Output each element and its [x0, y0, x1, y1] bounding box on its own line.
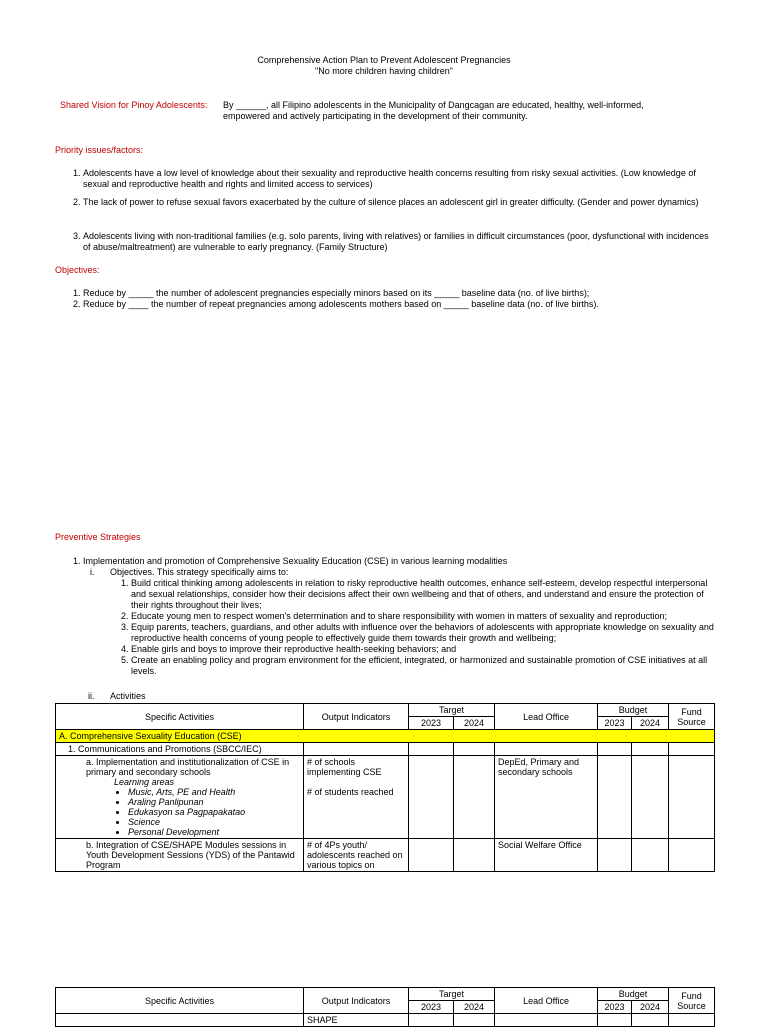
table-row: [56, 839, 715, 872]
vision-label: Shared Vision for Pinoy Adolescents:: [60, 100, 208, 110]
document-title: Comprehensive Action Plan to Prevent Adolescent Pregnancies: [257, 55, 511, 65]
header-target-2023: 2023: [409, 1001, 454, 1014]
aim-item-4: 4. Enable girls and boys to improve their reproductive health-seeking behaviors; and: [131, 644, 715, 655]
activity-a-output-cell: [304, 756, 409, 839]
priority-list: [55, 168, 715, 190]
header-lead-office: Lead Office: [495, 988, 598, 1014]
activity-a-text: a. Implementation and institutionalization of CSE in primary and secondary schools: [86, 757, 290, 777]
objective-item-2: 2. Reduce by ____ the number of repeat pregnancies among adolescents mothers based on _____ baseline data (no. of live births).: [83, 299, 715, 310]
header-specific-activities: Specific Activities: [56, 704, 304, 730]
activity-a-output-2: # of students reached: [307, 787, 394, 797]
table-row: [56, 756, 715, 839]
activity-a-cell: [56, 756, 304, 839]
empty-cell: [669, 756, 715, 839]
empty-cell: [598, 839, 632, 872]
activities-table-continued: [55, 987, 715, 1027]
priority-item-1: 1. Adolescents have a low level of knowledge about their sexuality and reproductive health concerns resulting from risky sexual activities. (Low knowledge of sexual and reproductive health and rights and limited access to services): [83, 168, 715, 190]
aim-item-5: 5. Create an enabling policy and program environment for the efficient, integrated, or harmonized and sustainable promotion of CSE initiatives at all levels.: [131, 655, 715, 677]
activity-a-output-1: # of schools implementing CSE: [307, 757, 382, 777]
empty-cell: [632, 743, 669, 756]
empty-cell: [669, 743, 715, 756]
header-output-indicators: Output Indicators: [304, 704, 409, 730]
objective-item-1: 1. Reduce by _____ the number of adolescent pregnancies especially minors based on its _____ baseline data (no. of live births);: [83, 288, 715, 299]
priority-list-2: [55, 197, 715, 208]
learning-area-item: • Personal Development: [128, 827, 300, 837]
aim-item-1: 1. Build critical thinking among adolescents in relation to risky reproductive health outcomes, enhance self-esteem, develop respectful interpersonal and sexual relationships, consider how their decisions affect their own wellbeing and that of others, and understand and ensure the protection of their rights throughout their lives;: [131, 578, 715, 611]
learning-area-item: • Science: [128, 817, 300, 827]
vision-text-line1: By ______, all Filipino adolescents in the Municipality of Dangcagan are educated, healthy, well-informed,: [223, 100, 644, 110]
aim-item-3: 3. Equip parents, teachers, guardians, and other adults with influence over the behaviors of adolescents with appropriate knowledge on sexuality and reproductive health concerns of young people to effectively guide them towards their growth and wellbeing;: [131, 622, 715, 644]
empty-cell: [409, 1014, 454, 1027]
activity-b-lead-cell: Social Welfare Office: [495, 839, 598, 872]
priority-list-3: [55, 231, 715, 253]
empty-cell: [495, 1014, 598, 1027]
empty-cell: [598, 756, 632, 839]
strategy-aims-list: [103, 578, 715, 677]
strategy-item-1: 1. Implementation and promotion of Comprehensive Sexuality Education (CSE) in various learning modalities: [83, 556, 715, 567]
learning-areas-label: Learning areas: [114, 777, 175, 787]
header-lead-office: Lead Office: [495, 704, 598, 730]
header-output-indicators: Output Indicators: [304, 988, 409, 1014]
empty-cell: [632, 839, 669, 872]
empty-cell: [632, 756, 669, 839]
empty-cell: [454, 743, 495, 756]
header-target: Target: [409, 704, 495, 717]
empty-cell: [454, 839, 495, 872]
aim-item-2: 2. Educate young men to respect women's determination and to share responsibility with women in matters of sexuality and reproduction;: [131, 611, 715, 622]
strategies-label: Preventive Strategies: [55, 532, 141, 542]
table-row: [56, 743, 715, 756]
header-target-2024: 2024: [454, 1001, 495, 1014]
header-fund-source: Fund Source: [669, 988, 715, 1014]
strategy-sub-ii: Activities: [110, 691, 146, 701]
header-fund-source: Fund Source: [669, 704, 715, 730]
empty-cell: [409, 839, 454, 872]
header-target-2023: 2023: [409, 717, 454, 730]
empty-cell: [409, 756, 454, 839]
learning-area-item: • Music, Arts, PE and Health: [128, 787, 300, 797]
empty-cell: [669, 839, 715, 872]
empty-cell: [632, 1014, 669, 1027]
header-budget: Budget: [598, 704, 669, 717]
learning-area-item: • Edukasyon sa Pagpapakatao: [128, 807, 300, 817]
activities-table: [55, 703, 715, 872]
empty-cell: [304, 743, 409, 756]
activity-b-output-cell: # of 4Ps youth/ adolescents reached on various topics on: [304, 839, 409, 872]
empty-cell: [454, 756, 495, 839]
priority-label: Priority issues/factors:: [55, 145, 144, 155]
objectives-list: [55, 288, 715, 310]
spacer: [307, 777, 405, 787]
empty-cell: [454, 1014, 495, 1027]
header-target: Target: [409, 988, 495, 1001]
activity-a-lead-cell: DepEd, Primary and secondary schools: [495, 756, 598, 839]
learning-areas-list: [86, 787, 300, 837]
header-budget-2023: 2023: [598, 717, 632, 730]
empty-cell: [598, 743, 632, 756]
subsection-1-cell: 1. Communications and Promotions (SBCC/IEC): [56, 743, 304, 756]
empty-cell: [598, 1014, 632, 1027]
header-target-2024: 2024: [454, 717, 495, 730]
section-a-row: A. Comprehensive Sexuality Education (CSE): [56, 730, 715, 743]
objectives-label: Objectives:: [55, 265, 100, 275]
empty-cell: [669, 1014, 715, 1027]
vision-text-line2: empowered and actively participating in the development of their community.: [223, 111, 528, 121]
priority-item-2: 2. The lack of power to refuse sexual favors exacerbated by the culture of silence places an adolescent girl in greater difficulty. (Gender and power dynamics): [83, 197, 715, 208]
empty-cell: [495, 743, 598, 756]
strategy-sub-i: Objectives. This strategy specifically aims to:: [110, 567, 289, 577]
header-budget-2023: 2023: [598, 1001, 632, 1014]
header-budget: Budget: [598, 988, 669, 1001]
activity-b-cell: b. Integration of CSE/SHAPE Modules sessions in Youth Development Sessions (YDS) of the Pantawid Program: [56, 839, 304, 872]
strategy-list: [55, 556, 715, 567]
empty-cell: [409, 743, 454, 756]
header-specific-activities: Specific Activities: [56, 988, 304, 1014]
vision-text: [223, 100, 723, 122]
header-budget-2024: 2024: [632, 1001, 669, 1014]
strategy-sub-i-marker: i.: [90, 567, 95, 577]
priority-item-3: 3. Adolescents living with non-traditional families (e.g. solo parents, living with relatives) or families in difficult circumstances (poor, dysfunctional with incidences of abuse/maltreatment) are vulnerable to early pregnancy. (Family Structure): [83, 231, 715, 253]
learning-area-item: • Araling Panlipunan: [128, 797, 300, 807]
document-subtitle: "No more children having children": [315, 66, 453, 76]
empty-cell: [56, 1014, 304, 1027]
strategy-sub-ii-marker: ii.: [88, 691, 95, 701]
continuation-output-cell: SHAPE: [304, 1014, 409, 1027]
table-row: [56, 1014, 715, 1027]
header-budget-2024: 2024: [632, 717, 669, 730]
